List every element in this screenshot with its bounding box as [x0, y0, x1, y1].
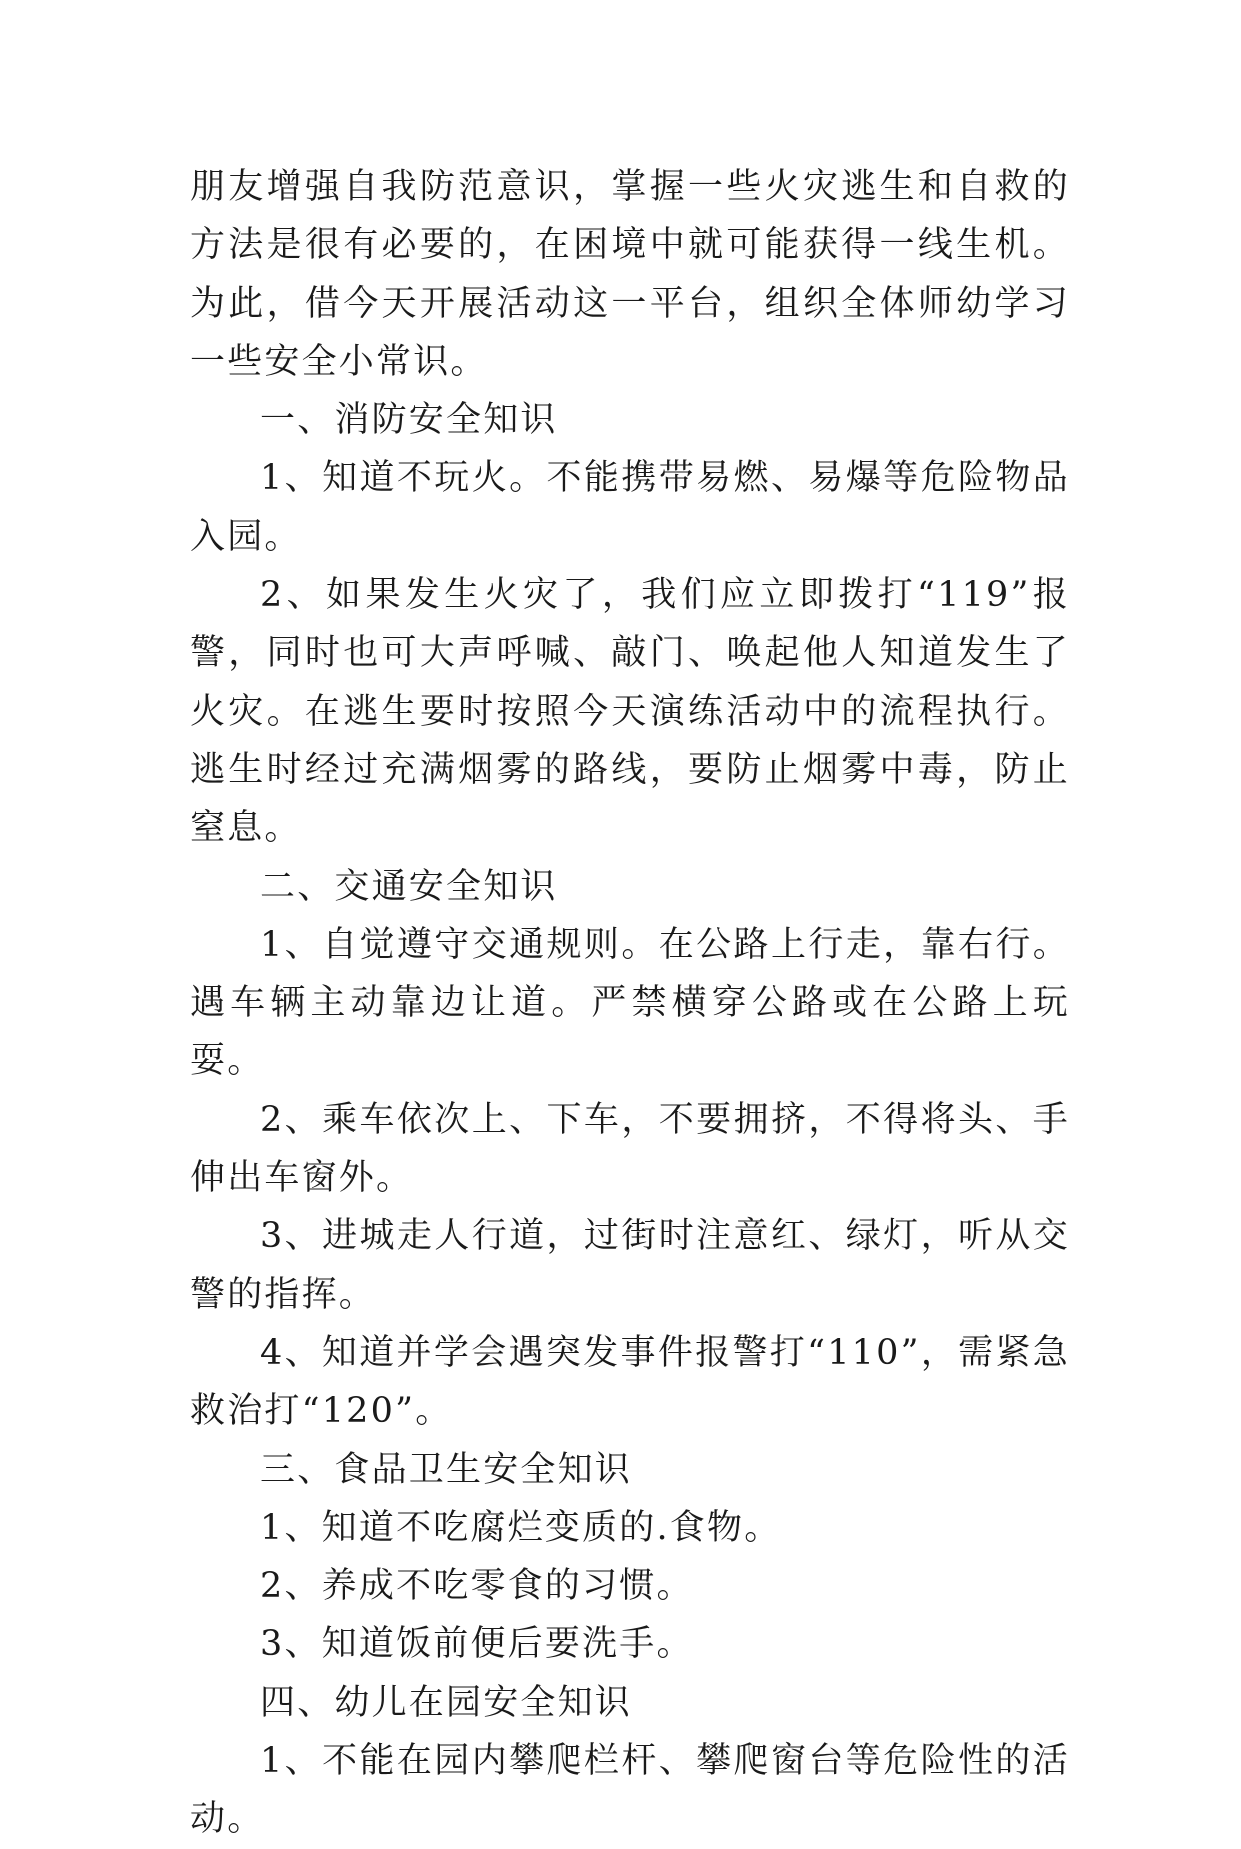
list-item: 1、知道不玩火。不能携带易燃、易爆等危险物品入园。 [190, 458, 1070, 557]
list-item: 3、进城走人行道，过街时注意红、绿灯，听从交警的指挥。 [190, 1216, 1070, 1315]
list-item: 1、知道不吃腐烂变质的.食物。 [260, 1507, 782, 1548]
list-item: 1、不能在园内攀爬栏杆、攀爬窗台等危险性的活动。 [190, 1741, 1070, 1840]
heading-traffic-safety: 二、交通安全知识 [260, 866, 558, 907]
list-item: 2、养成不吃零食的习惯。 [260, 1566, 694, 1607]
document-body [190, 158, 1070, 1849]
list-item: 3、知道饭前便后要洗手。 [260, 1624, 694, 1665]
list-item: 1、自觉遵守交通规则。在公路上行走，靠右行。遇车辆主动靠边让道。严禁横穿公路或在公路上玩耍。 [190, 924, 1070, 1082]
paragraph-intro: 朋友增强自我防范意识，掌握一些火灾逃生和自救的方法是很有必要的，在困境中就可能获得一线生机。为此，借今天开展活动这一平台，组织全体师幼学习一些安全小常识。 [190, 167, 1070, 382]
heading-fire-safety: 一、消防安全知识 [260, 400, 558, 441]
heading-food-safety: 三、食品卫生安全知识 [260, 1449, 633, 1490]
list-item: 2、如果发生火灾了，我们应立即拨打“119”报警，同时也可大声呼喊、敲门、唤起他人知道发生了火灾。在逃生要时按照今天演练活动中的流程执行。逃生时经过充满烟雾的路线，要防止烟雾中毒，防止窒息。 [190, 575, 1070, 849]
list-item: 4、知道并学会遇突发事件报警打“110”，需紧急救治打“120”。 [190, 1332, 1070, 1432]
list-item: 2、乘车依次上、下车，不要拥挤，不得将头、手伸出车窗外。 [190, 1099, 1070, 1199]
heading-kindergarten-safety: 四、幼儿在园安全知识 [260, 1682, 633, 1723]
